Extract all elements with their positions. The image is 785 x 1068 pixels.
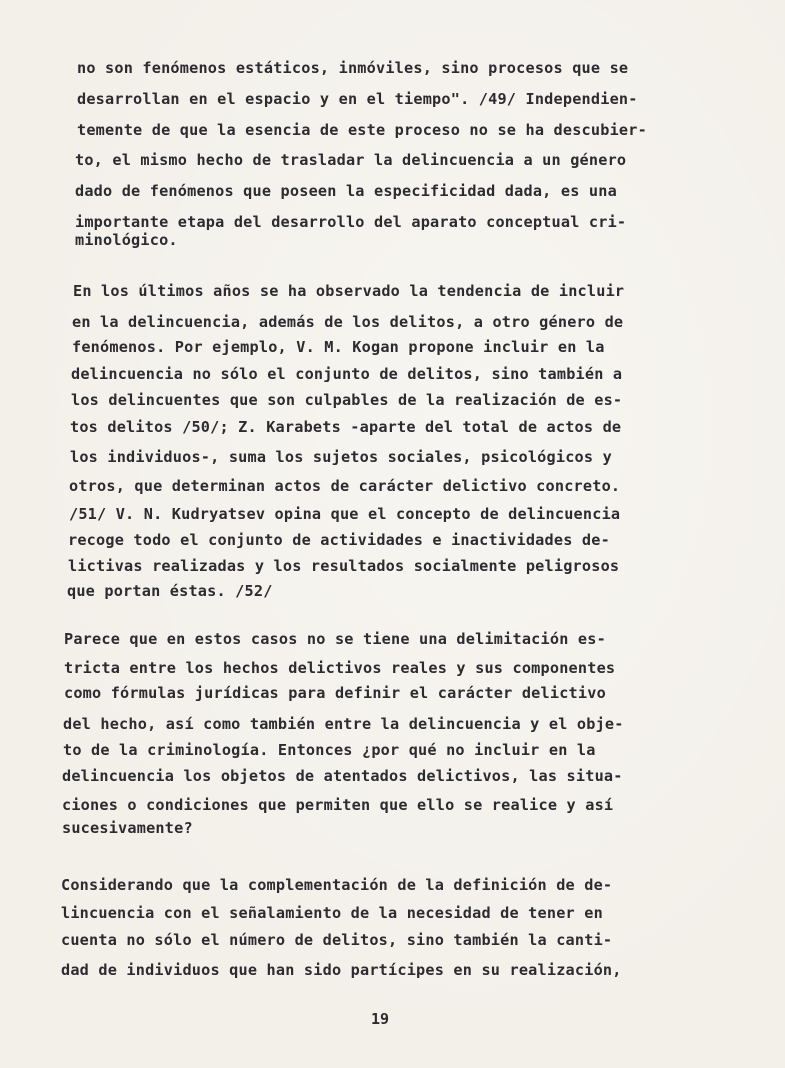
text-line: del hecho, así como también entre la delincuencia y el obje-	[63, 715, 624, 733]
text-line: Parece que en estos casos no se tiene una delimitación es-	[64, 630, 606, 648]
text-line: tricta entre los hechos delictivos reales y sus componentes	[64, 659, 616, 677]
text-line: to, el mismo hecho de trasladar la delincuencia a un género	[75, 151, 627, 169]
text-line: lictivas realizadas y los resultados socialmente peligrosos	[68, 557, 620, 575]
text-line: delincuencia no sólo el conjunto de delitos, sino también a	[71, 365, 623, 383]
text-line: fenómenos. Por ejemplo, V. M. Kogan propone incluir en la	[72, 338, 605, 356]
text-line: ciones o condiciones que permiten que ello se realice y así	[62, 796, 614, 814]
text-line: desarrollan en el espacio y en el tiempo". /49/ Independien-	[77, 90, 638, 108]
text-line: delincuencia los objetos de atentados delictivos, las situa-	[62, 767, 623, 785]
page-number: 19	[371, 1010, 390, 1028]
text-line: minológico.	[75, 231, 178, 249]
text-line: dad de individuos que han sido partícipes en su realización,	[61, 961, 622, 979]
text-line: no son fenómenos estáticos, inmóviles, sino procesos que se	[77, 59, 629, 77]
text-line: como fórmulas jurídicas para definir el carácter delictivo	[64, 684, 606, 702]
text-line: Considerando que la complementación de la definición de de-	[61, 876, 613, 894]
text-line: recoge todo el conjunto de actividades e inactividades de-	[68, 531, 610, 549]
text-line: temente de que la esencia de este proceso no se ha descubier-	[77, 121, 647, 139]
text-line: que portan éstas. /52/	[67, 582, 273, 600]
text-line: lincuencia con el señalamiento de la necesidad de tener en	[61, 904, 603, 922]
text-line: to de la criminología. Entonces ¿por qué no incluir en la	[63, 741, 596, 759]
text-line: otros, que determinan actos de carácter delictivo concreto.	[69, 477, 621, 495]
text-line: sucesivamente?	[62, 819, 193, 837]
text-line: en la delincuencia, además de los delitos, a otro género de	[72, 313, 624, 331]
text-line: En los últimos años se ha observado la tendencia de incluir	[73, 282, 625, 300]
text-line: cuenta no sólo el número de delitos, sino también la canti-	[61, 931, 613, 949]
text-line: los individuos-, suma los sujetos sociales, psicológicos y	[70, 448, 612, 466]
text-line: importante etapa del desarrollo del aparato conceptual cri-	[75, 213, 627, 231]
text-line: dado de fenómenos que poseen la especificidad dada, es una	[75, 182, 617, 200]
text-line: /51/ V. N. Kudryatsev opina que el concepto de delincuencia	[69, 505, 621, 523]
text-line: tos delitos /50/; Z. Karabets -aparte del total de actos de	[70, 418, 622, 436]
text-line: los delincuentes que son culpables de la realización de es-	[71, 391, 623, 409]
